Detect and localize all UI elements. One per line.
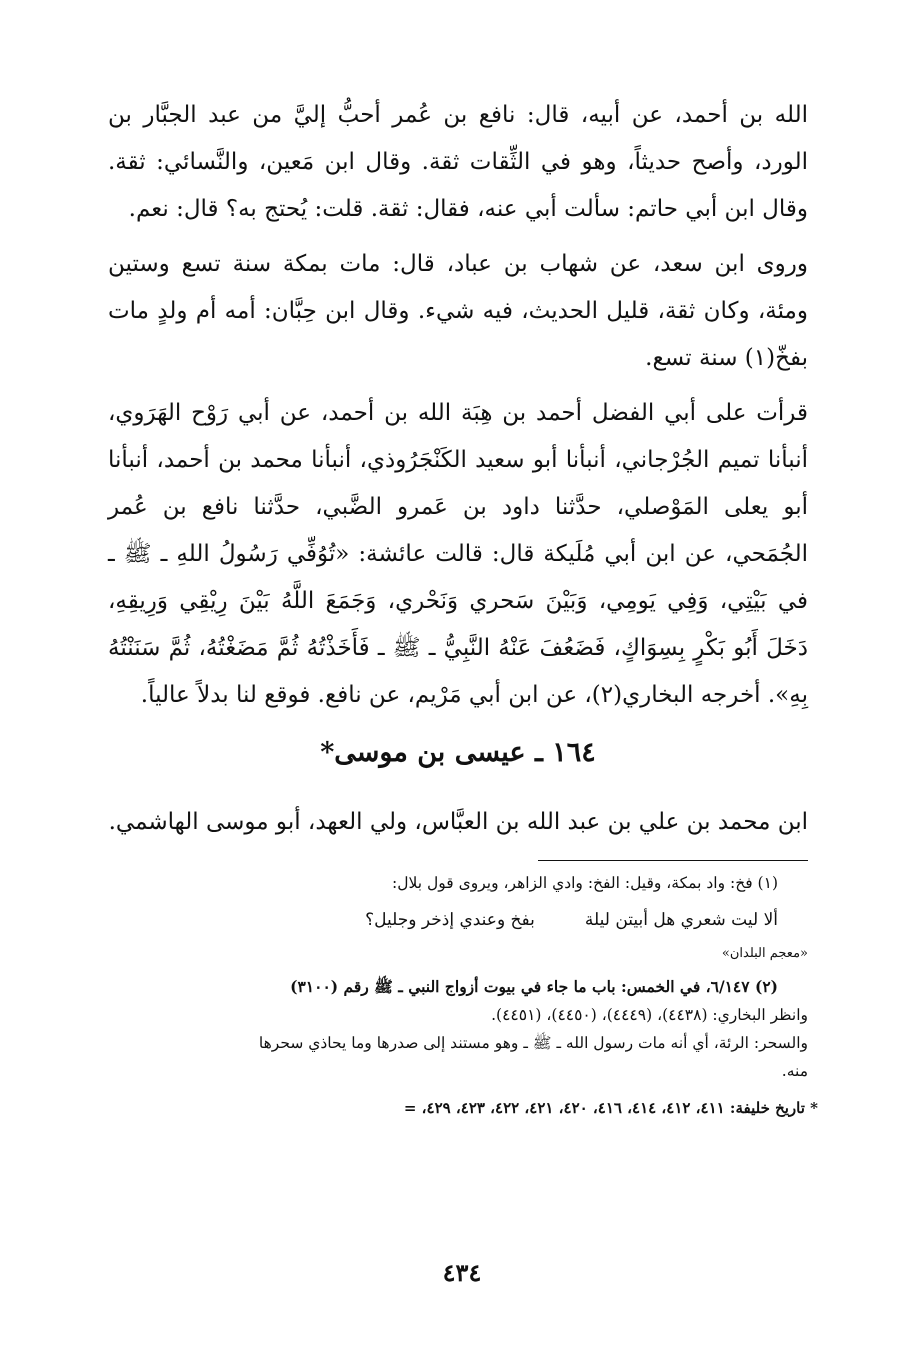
paragraph-biography-intro	[108, 799, 808, 846]
footnote-divider	[538, 860, 808, 861]
page-number: ٤٣٤	[442, 1258, 482, 1287]
paragraph-hadith-chain	[108, 390, 808, 719]
paragraph-death-report	[108, 241, 808, 382]
footnote-1-verse	[128, 903, 778, 937]
footnote-2-tail: منه.	[781, 1062, 808, 1080]
book-page	[108, 92, 818, 1123]
paragraph-text: الله بن أحمد، عن أبيه، قال: نافع بن عُمر أحبُّ إليَّ من عبد الجبَّار بن الورد، وأصح حديثاً، وهو في الثِّقات ثقة. وقال ابن مَعين، والنَّسائي: ثقة. وقال ابن أبي حاتم: سألت أبي عنه، فقال: ثقة. قلت: يُحتج به؟ قال: نعم.	[108, 102, 808, 222]
paragraph-text: ابن محمد بن علي بن عبد الله بن العبَّاس، ولي العهد، أبو موسى الهاشمي.	[108, 809, 808, 835]
history-sources-note: * تاريخ خليفة: ٤١١، ٤١٢، ٤١٤، ٤١٦، ٤٢٠، ٤٢١، ٤٢٢، ٤٢٣، ٤٢٩، =	[403, 1099, 818, 1117]
verse-second-hemistich: بفخ وعندي إذخر وجليل؟	[365, 910, 535, 930]
footnote-1-source: «معجم البلدان»	[721, 946, 808, 961]
footnotes-section	[108, 869, 818, 1123]
footnote-2-see-also: وانظر البخاري: (٤٤٣٨)، (٤٤٤٩)، (٤٤٥٠)، (٤٤٥١).	[491, 1006, 808, 1024]
footnote-1-intro: (١) فخ: واد بمكة، وقيل: الفخ: وادي الزاهر، ويروى قول بلال:	[392, 874, 778, 892]
paragraph-text: قرأت على أبي الفضل أحمد بن هِبَة الله بن أحمد، عن أبي رَوْح الهَرَوي، أنبأنا تميم الجُرْجاني، أنبأنا أبو سعيد الكَنْجَرُوذي، أنبأنا محمد بن أحمد، أنبأنا أبو يعلى المَوْصلي، حدَّثنا داود بن عَمرو الضَّبي، حدَّثنا نافع بن عُمر الجُمَحي، عن ابن أبي مُلَيكة قال: قالت عائشة: «تُوُفِّي رَسُولُ اللهِ ـ ﷺ ـ في بَيْتِي، وَفِي يَومِي، وَبَيْنَ سَحري وَنَحْري، وَجَمَعَ اللَّهُ بَيْنَ رِيْقِي وَرِيقِهِ، دَخَلَ أَبُو بَكْرٍ بِسِوَاكٍ، فَضَعُفَ عَنْهُ النَّبِيُّ ـ ﷺ ـ فَأَخَذْتُهُ ثُمَّ مَضَغْتُهُ، ثُمَّ سَنَنْتُهُ بِهِ». أخرجه البخاري(٢)، عن ابن أبي مَرْيم، عن نافع. فوقع لنا بدلاً عالياً.	[108, 400, 808, 708]
footnote-2-main: (٢) ٦/١٤٧، في الخمس: باب ما جاء في بيوت أزواج النبي ـ ﷺ رقم (٣١٠٠)	[290, 977, 778, 996]
footnote-2-explanation: والسحر: الرئة، أي أنه مات رسول الله ـ ﷺ ـ وهو مستند إلى صدرها وما يحاذي سحرها	[258, 1034, 808, 1052]
paragraph-text: وروى ابن سعد، عن شهاب بن عباد، قال: مات بمكة سنة تسع وستين ومئة، وكان ثقة، قليل الحديث، فيه شيء. وقال ابن حِبَّان: أمه أم ولدٍ مات بفخّ(١) سنة تسع.	[108, 251, 808, 371]
biography-heading: ١٦٤ ـ عيسى بن موسى*	[320, 737, 596, 768]
paragraph-nafi-reliability	[108, 92, 808, 233]
verse-first-hemistich: ألا ليت شعري هل أبيتن ليلة	[584, 910, 778, 930]
